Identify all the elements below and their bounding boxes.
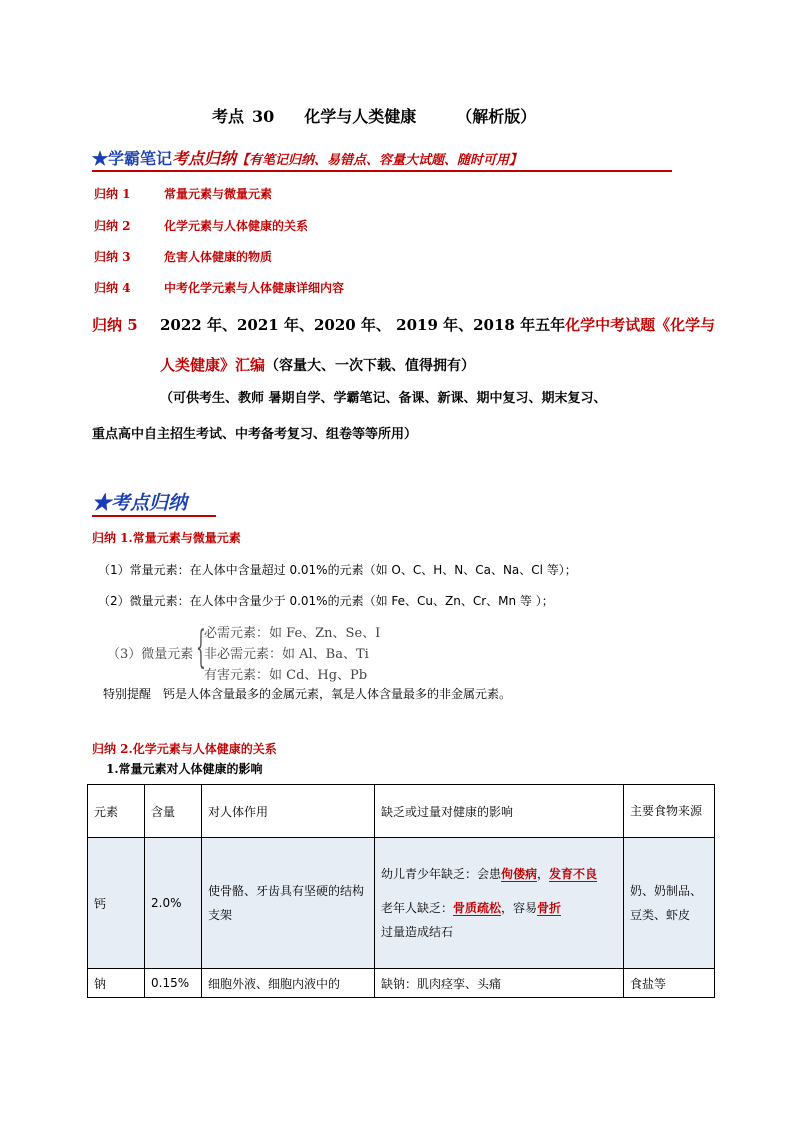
index-text: 化学元素与人体健康的关系 — [164, 219, 309, 233]
effect-line-b — [381, 896, 617, 920]
index-item-1 — [94, 185, 272, 202]
health-table — [87, 784, 715, 998]
effect-text: ，容易 — [501, 901, 538, 915]
effect-emphasis: 佝偻病 — [501, 867, 538, 881]
page-title — [212, 104, 536, 127]
index5-red1: 化学中考试题《化学与 — [565, 316, 716, 334]
g1-p3-item: 有害元素：如 Cd、Hg、Pb — [204, 668, 368, 683]
table-header-row — [88, 785, 715, 838]
index-key: 归纳 4 — [94, 281, 131, 295]
table-cell-role: 使骨骼、牙齿具有坚硬的结构支架 — [202, 838, 375, 969]
title-num: 30 — [252, 107, 275, 126]
table-cell-amount: 0.15% — [145, 969, 202, 998]
table-cell-food: 食盐等 — [624, 969, 715, 998]
title-version: （解析版） — [456, 107, 537, 126]
table-row — [88, 838, 715, 969]
table-header-cell: 含量 — [145, 785, 202, 838]
index5-line3: （可供考生、教师 暑期自学、学霸笔记、备课、新课、期中复习、期末复习、 — [160, 391, 607, 406]
effect-emphasis: 骨质疏松 — [453, 901, 502, 915]
g1-tip: 特别提醒 钙是人体含量最多的金属元素，氧是人体含量最多的非金属元素。 — [103, 687, 512, 701]
table-cell-effect: 缺钠：肌肉痉挛、头痛 — [375, 969, 624, 998]
banner-focus: 考点归纳 — [172, 149, 237, 168]
index-key: 归纳 1 — [94, 187, 131, 201]
g1-p3-item: 非必需元素：如 Al、Ba、Ti — [204, 647, 369, 662]
effect-text: 老年人缺乏： — [381, 901, 454, 915]
table-header-cell: 对人体作用 — [202, 785, 375, 838]
table-header-cell: 缺乏或过量对健康的影响 — [375, 785, 624, 838]
effect-emphasis: 骨折 — [537, 901, 562, 915]
section-header — [92, 488, 187, 515]
index5-line2 — [160, 354, 475, 375]
index-item-4 — [94, 279, 344, 296]
g1-p3-label: （3）微量元素 — [107, 647, 194, 662]
index5-tail: （容量大、一次下载、值得拥有） — [265, 358, 476, 374]
index5-red2: 人类健康》汇编 — [160, 356, 266, 374]
index-item-5 — [92, 314, 715, 335]
index-text: 危害人体健康的物质 — [164, 250, 273, 264]
table-cell-amount: 2.0% — [145, 838, 202, 969]
g2-heading: 归纳 2.化学元素与人体健康的关系 — [92, 742, 277, 756]
table-cell-effect — [375, 838, 624, 969]
g1-heading: 归纳 1.常量元素与微量元素 — [92, 531, 241, 545]
g2-sub: 1.常量元素对人体健康的影响 — [106, 762, 263, 776]
brace-icon: { — [196, 622, 206, 673]
table-cell-role: 细胞外液、细胞内液中的 — [202, 969, 375, 998]
table-cell-food: 奶、奶制品、豆类、虾皮 — [624, 838, 715, 969]
effect-text: ， — [537, 867, 550, 881]
effect-emphasis: 发育不良 — [549, 867, 598, 881]
g1-p2: （2）微量元素：在人体中含量少于 0.01%的元素（如 Fe、Cu、Zn、Cr、Mn 等 ）； — [98, 594, 554, 608]
index5-line4: 重点高中自主招生考试、中考备考复习、组卷等等所用） — [92, 427, 418, 442]
banner-underline — [92, 170, 672, 172]
table-row — [88, 969, 715, 998]
section-underline — [92, 515, 216, 517]
g1-p1: （1）常量元素：在人体中含量超过 0.01%的元素（如 O、C、H、N、Ca、Na、Cl 等）； — [98, 563, 577, 577]
effect-text: 幼儿青少年缺乏：会患 — [381, 867, 502, 881]
index5-years: 2022 年、2021 年、2020 年、 2019 年、2018 年五年 — [160, 316, 566, 334]
banner-label: 学霸笔记 — [108, 149, 173, 168]
index5-key: 归纳 5 — [92, 316, 138, 334]
index-text: 中考化学元素与人体健康详细内容 — [164, 281, 345, 295]
star-icon: ★ — [92, 492, 112, 514]
banner — [92, 146, 522, 169]
table-header-cell: 元素 — [88, 785, 145, 838]
index-text: 常量元素与微量元素 — [164, 187, 273, 201]
banner-note: 【有笔记归纳、易错点、容量大试题、随时可用】 — [236, 153, 523, 168]
index-key: 归纳 3 — [94, 250, 131, 264]
table-cell-element: 钙 — [88, 838, 145, 969]
g1-p3-item: 必需元素：如 Fe、Zn、Se、I — [204, 626, 381, 641]
index-key: 归纳 2 — [94, 219, 131, 233]
effect-line-c: 过量造成结石 — [381, 925, 454, 939]
table-cell-element: 钠 — [88, 969, 145, 998]
effect-line-a — [381, 862, 617, 886]
index-item-3 — [94, 248, 272, 265]
index-item-2 — [94, 217, 308, 234]
section-title: 考点归纳 — [111, 492, 188, 514]
table-header-cell: 主要食物来源 — [624, 785, 715, 838]
title-topic: 化学与人类健康 — [304, 107, 417, 126]
title-kaodian: 考点 — [212, 107, 245, 126]
star-icon: ★ — [92, 149, 109, 168]
